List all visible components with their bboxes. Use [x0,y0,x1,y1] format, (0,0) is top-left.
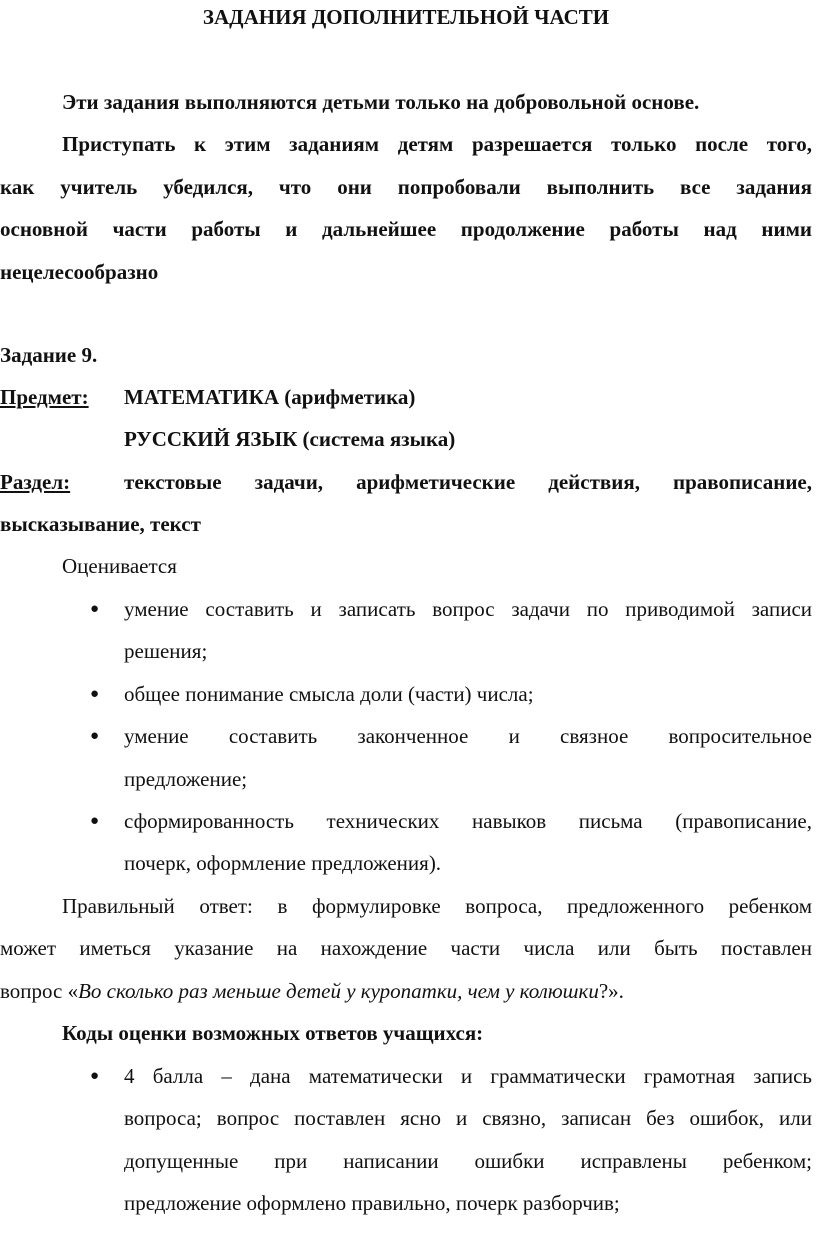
list-item: 4 балла – дана математически и грамматически грамотная запись [124,1064,812,1088]
answer-line [0,978,624,1004]
subject-label: Предмет: [0,385,89,409]
intro-paragraph-line: основной части работы и дальнейшее продолжение работы над ними [0,217,812,241]
answer-line: Правильный ответ: в формулировке вопроса, предложенного ребенком [62,894,812,918]
bullet-icon: ● [90,686,100,702]
answer-suffix: ?». [598,979,624,1003]
list-item: сформированность технических навыков письма (правописание, [124,809,812,833]
section-value-continued: высказывание, текст [0,512,201,536]
section-label: Раздел: [0,470,71,494]
bullet-icon: ● [90,601,100,617]
list-item-continued: решения; [124,639,208,663]
list-item-continued: допущенные при написании ошибки исправлены ребенком; [124,1149,812,1173]
bullet-icon: ● [90,728,100,744]
answer-question: Во сколько раз меньше детей у куропатки, чем у колюшки [78,979,599,1003]
intro-paragraph-line: Приступать к этим заданиям детям разрешается только после того, [62,132,812,156]
list-item: умение составить и записать вопрос задачи по приводимой записи [124,597,812,621]
subject-value: МАТЕМАТИКА (арифметика) [124,385,416,409]
intro-paragraph-line: нецелесообразно [0,260,159,284]
list-item: общее понимание смысла доли (части) числа; [124,682,534,706]
task-heading: Задание 9. [0,343,98,367]
bullet-icon: ● [90,813,100,829]
bullet-icon: ● [90,1068,100,1084]
list-item: умение составить законченное и связное вопросительное [124,724,812,748]
list-item-continued: предложение; [124,767,248,791]
codes-heading: Коды оценки возможных ответов учащихся: [62,1021,484,1045]
assessed-label: Оценивается [62,554,177,578]
section-value: текстовые задачи, арифметические действия, правописание, [124,470,812,494]
page-title: ЗАДАНИЯ ДОПОЛНИТЕЛЬНОЙ ЧАСТИ [202,5,610,29]
list-item-continued: предложение оформлено правильно, почерк разборчив; [124,1191,620,1215]
answer-prefix: вопрос « [0,979,79,1003]
intro-line: Эти задания выполняются детьми только на добровольной основе. [62,90,700,114]
intro-paragraph-line: как учитель убедился, что они попробовали выполнить все задания [0,175,812,199]
list-item-continued: вопроса; вопрос поставлен ясно и связно, записан без ошибок, или [124,1106,812,1130]
subject-value: РУССКИЙ ЯЗЫК (система языка) [124,427,456,451]
list-item-continued: почерк, оформление предложения). [124,851,442,875]
answer-line: может иметься указание на нахождение части числа или быть поставлен [0,936,812,960]
